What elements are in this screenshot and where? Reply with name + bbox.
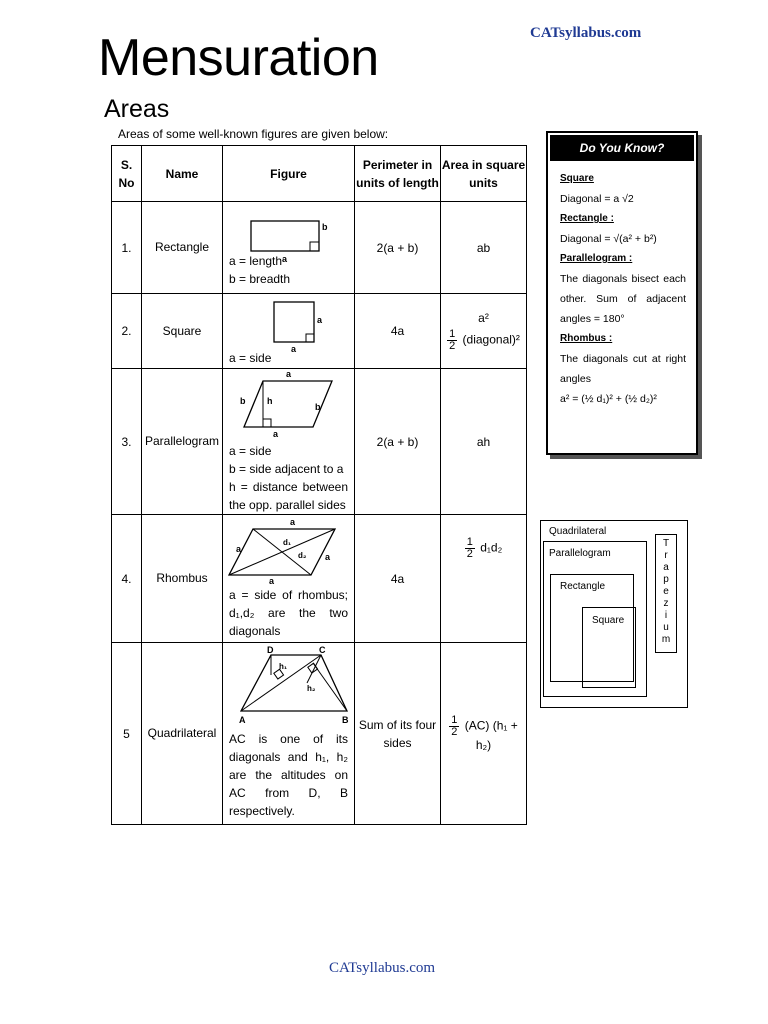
venn-label-parallelogram: Parallelogram <box>549 548 611 559</box>
page-title: Mensuration <box>98 29 379 87</box>
site-link-bottom[interactable]: CATsyllabus.com <box>329 960 436 976</box>
areas-table <box>111 145 527 825</box>
label-a: a <box>317 314 323 325</box>
svg-text:a: a <box>286 369 292 379</box>
row-sno: 3. <box>112 369 142 515</box>
venn-box-square <box>582 607 636 688</box>
rhombus-figure-cell <box>223 515 355 643</box>
parallelogram-diagram <box>223 369 354 439</box>
svg-text:a: a <box>269 576 275 586</box>
area-line: (diagonal)² <box>462 332 520 347</box>
svg-text:A: A <box>239 715 246 725</box>
svg-text:B: B <box>342 715 349 725</box>
quadrilateral-diagram <box>223 647 354 727</box>
row-desc: a = side <box>229 350 272 365</box>
square-diagram <box>223 296 354 354</box>
row-desc: a = side b = side adjacent to a h = distance between the opp. parallel sides <box>229 444 348 512</box>
dyk-rectangle-text: Diagonal = √(a² + b²) <box>560 233 657 245</box>
rectangle-figure-cell <box>223 202 355 294</box>
row-perimeter: Sum of its four sides <box>355 643 441 825</box>
intro-text: Areas of some well-known figures are given below: <box>118 127 389 141</box>
svg-text:b: b <box>240 396 246 406</box>
row-area <box>441 294 527 369</box>
dyk-parallelogram-text: The diagonals bisect each other. Sum of adjacent angles = 180° <box>560 273 686 325</box>
dyk-square-title: Square <box>560 173 594 184</box>
header-name: Name <box>142 146 223 202</box>
label-a: a <box>291 343 297 354</box>
svg-text:a: a <box>273 429 279 439</box>
svg-text:a: a <box>325 552 331 562</box>
svg-text:a: a <box>290 517 296 527</box>
svg-text:d₂: d₂ <box>298 551 307 560</box>
row-perimeter: 4a <box>355 515 441 643</box>
row-perimeter: 4a <box>355 294 441 369</box>
row-desc: AC is one of its diagonals and h₁, h₂ are the altitudes on AC from D, B respectively. <box>229 732 348 818</box>
row-sno: 5 <box>112 643 142 825</box>
header-figure: Figure <box>223 146 355 202</box>
label-a: a <box>282 253 288 264</box>
row-desc <box>223 252 354 288</box>
table-row <box>112 202 527 294</box>
row-name: Square <box>142 294 223 369</box>
dyk-rectangle-title: Rectangle : <box>560 213 614 224</box>
dyk-parallelogram-title: Parallelogram : <box>560 253 633 264</box>
did-you-know-box <box>546 131 698 455</box>
table-row <box>112 294 527 369</box>
svg-text:b: b <box>315 402 321 412</box>
dyk-square-text: Diagonal = a √2 <box>560 193 634 205</box>
table-row <box>112 515 527 643</box>
row-desc: a = side of rhombus; d₁,d₂ are the two diagonals <box>229 588 348 638</box>
did-you-know-heading: Do You Know? <box>550 135 694 161</box>
svg-text:h₂: h₂ <box>307 684 316 693</box>
venn-label-rectangle: Rectangle <box>560 581 606 592</box>
row-sno: 2. <box>112 294 142 369</box>
table-row <box>112 369 527 515</box>
table-row <box>112 643 527 825</box>
desc-line: b = breadth <box>229 271 291 286</box>
area-line: a² <box>478 310 489 325</box>
square-figure-cell <box>223 294 355 369</box>
header-sno: S. No <box>112 146 142 202</box>
fraction: $\frac{1}{2}$ <box>451 714 458 738</box>
row-area: $\frac{1}{2}$ d₁d₂ <box>441 515 527 643</box>
dyk-rhombus-title: Rhombus : <box>560 333 613 344</box>
table-header-row <box>112 146 527 202</box>
row-sno: 1. <box>112 202 142 294</box>
parallelogram-figure-cell <box>223 369 355 515</box>
row-name: Quadrilateral <box>142 643 223 825</box>
row-area: ah <box>441 369 527 515</box>
site-link-top[interactable]: CATsyllabus.com <box>530 25 642 41</box>
venn-label-square: Square <box>592 615 625 626</box>
svg-text:h₁: h₁ <box>279 662 288 671</box>
header-area: Area in square units <box>441 146 527 202</box>
fraction: $\frac{1}{2}$ <box>466 536 473 560</box>
row-perimeter: 2(a + b) <box>355 202 441 294</box>
venn-label-quadrilateral: Quadrilateral <box>549 526 607 537</box>
header-perimeter: Perimeter in units of length <box>355 146 441 202</box>
row-area: $\frac{1}{2}$ (AC) (h₁ + h₂) <box>441 643 527 825</box>
label-b: b <box>322 221 328 232</box>
svg-text:h: h <box>267 396 273 406</box>
svg-text:D: D <box>267 645 274 655</box>
dyk-rhombus-text: The diagonals cut at right angles <box>560 353 686 385</box>
venn-box-trapezium <box>655 534 677 653</box>
row-sno: 4. <box>112 515 142 643</box>
row-name: Rectangle <box>142 202 223 294</box>
svg-text:a: a <box>236 544 242 554</box>
quadrilateral-figure-cell <box>223 643 355 825</box>
venn-label-trapezium: T r a p e z i u m <box>661 538 671 645</box>
section-title: Areas <box>104 95 170 123</box>
row-perimeter: 2(a + b) <box>355 369 441 515</box>
quadrilateral-venn-diagram <box>540 520 688 708</box>
dyk-formula: a² = (½ d₁)² + (½ d₂)² <box>560 393 657 405</box>
svg-text:C: C <box>319 645 326 655</box>
rhombus-diagram <box>223 517 354 586</box>
desc-line: a = length <box>229 253 283 268</box>
svg-text:d₁: d₁ <box>283 538 292 547</box>
row-area: ab <box>441 202 527 294</box>
row-name: Parallelogram <box>142 369 223 515</box>
fraction: $\frac{1}{2}$ <box>449 327 456 352</box>
row-name: Rhombus <box>142 515 223 643</box>
